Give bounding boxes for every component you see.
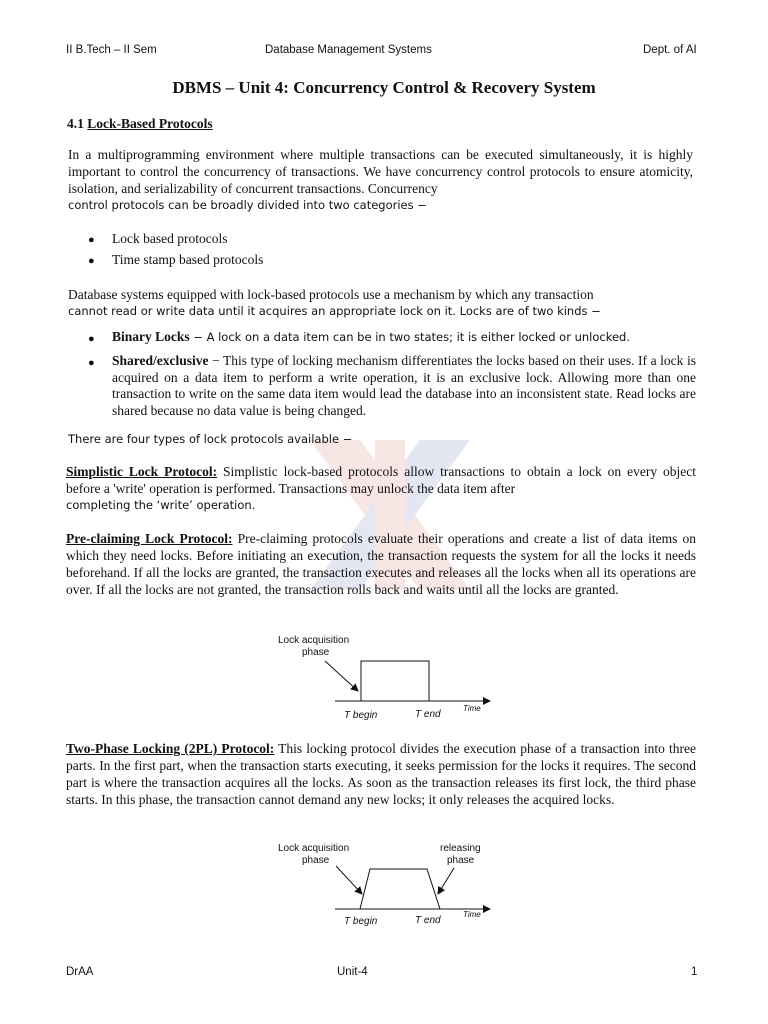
- simplistic-term: Simplistic Lock Protocol:: [66, 464, 218, 479]
- diagram1-t-begin: T begin: [344, 710, 378, 721]
- bullet-icon: ●: [88, 234, 95, 246]
- bullet-icon: ●: [88, 357, 95, 369]
- diagram2-release-line1: releasing: [440, 843, 481, 854]
- intro-tail: control protocols can be broadly divided into two categories −: [68, 198, 427, 212]
- category-item: Time stamp based protocols: [112, 252, 264, 267]
- twophase-paragraph: [66, 740, 696, 808]
- twophase-diagram: [270, 836, 500, 936]
- preclaiming-term: Pre-claiming Lock Protocol:: [66, 531, 233, 546]
- simplistic-tail: completing the ‘write’ operation.: [66, 498, 256, 512]
- simplistic-paragraph: [66, 463, 696, 514]
- lock-kind-text: − A lock on a data item can be in two states; it is either locked or unlocked.: [189, 330, 630, 344]
- footer-unit: Unit-4: [337, 966, 368, 978]
- page-title: DBMS – Unit 4: Concurrency Control & Recovery System: [172, 78, 596, 97]
- twophase-text: This locking protocol divides the execution phase of a transaction into three parts. In the first part, when the transaction starts executing, it seeks permission for the locks it requires. The second part is where the transaction acquires all the locks. As soon as the transaction releases its first lock, the third phase starts. In this phase, the transaction cannot demand any new locks; it only releases the acquired locks.: [66, 741, 697, 807]
- four-types-line: [68, 430, 698, 448]
- bullet-icon: ●: [88, 333, 95, 345]
- lock-para-line2: cannot read or write data until it acquires an appropriate lock on it. Locks are of two kinds −: [68, 304, 601, 318]
- section-number: 4.1: [67, 116, 84, 131]
- diagram2-label-line2: phase: [302, 855, 330, 866]
- lock-para-line1: Database systems equipped with lock-based protocols use a mechanism by which any transaction: [68, 287, 594, 302]
- diagram2-release-arrow: [438, 868, 454, 894]
- diagram2-lock-curve: [360, 869, 440, 909]
- diagram1-label-line2: phase: [302, 647, 330, 658]
- diagram2-t-begin: T begin: [344, 916, 378, 927]
- twophase-term: Two-Phase Locking (2PL) Protocol:: [66, 741, 275, 756]
- header-subject: Database Management Systems: [265, 44, 432, 56]
- diagram1-pointer-arrow: [325, 661, 358, 691]
- lock-kind-term: Binary Locks: [112, 329, 190, 344]
- preclaiming-paragraph: [66, 530, 696, 598]
- lock-kind-term: Shared/exclusive: [112, 353, 209, 368]
- diagram1-time-label: Time: [463, 704, 481, 713]
- footer-page-number: 1: [691, 966, 698, 978]
- header-course: II B.Tech – II Sem: [66, 44, 157, 56]
- section-title: Lock-Based Protocols: [87, 116, 213, 131]
- category-item: Lock based protocols: [112, 231, 228, 246]
- footer-author: DrAA: [66, 966, 94, 978]
- header-dept: Dept. of AI: [643, 44, 697, 56]
- diagram2-acquire-arrow: [336, 866, 362, 894]
- diagram1-lock-curve: [361, 661, 429, 701]
- preclaiming-text: Pre-claiming protocols evaluate their operations and create a list of data items on which they need locks. Before initiating an execution, the transaction requests the system for all the locks it needs beforehand. If all the locks are granted, the transaction executes and releases all the locks when all its operations are over. If all the locks are not granted, the transaction rolls back and waits until all the locks are granted.: [66, 531, 696, 597]
- diagram1-label-line1: Lock acquisition: [278, 635, 350, 646]
- diagram2-time-label: Time: [463, 910, 481, 919]
- simplistic-text: Simplistic lock-based protocols allow transactions to obtain a lock on every object before a 'write' operation is performed. Transactions may unlock the data item after: [66, 464, 696, 496]
- lock-paragraph: [68, 286, 693, 320]
- diagram2-label-line1: Lock acquisition: [278, 843, 350, 854]
- intro-paragraph: [68, 146, 693, 214]
- lock-kind-text: − This type of locking mechanism differentiates the locks based on their uses. If a lock is acquired on a data item to perform a write operation, it is an exclusive lock. Allowing more than one transaction to write on the same data item would lead the database into an inconsistent state. Read locks are shared because no data value is being changed.: [112, 353, 696, 418]
- bullet-icon: ●: [88, 255, 95, 267]
- section-heading: [67, 116, 213, 132]
- intro-text: In a multiprogramming environment where multiple transactions can be executed simultaneously, it is highly important to control the concurrency of transactions. We have concurrency control protocols to ensure atomicity, isolation, and serializability of concurrent transactions. Concurrency: [68, 147, 693, 196]
- preclaiming-diagram: [270, 628, 500, 728]
- diagram2-release-line2: phase: [447, 855, 475, 866]
- diagram2-t-end: T end: [415, 915, 441, 926]
- lock-kind-shared: [112, 353, 696, 419]
- four-types-text: There are four types of lock protocols available −: [68, 432, 353, 446]
- lock-kind-binary: [112, 329, 696, 346]
- diagram1-t-end: T end: [415, 709, 441, 720]
